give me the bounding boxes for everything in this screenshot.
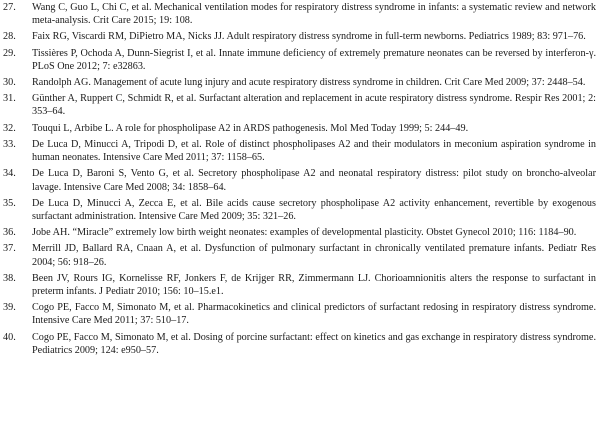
reference-item-34 xyxy=(0,167,600,193)
reference-text: De Luca D, Baroni S, Vento G, et al. Secretory phospholipase A2 and neonatal respiratory distress: pilot study on broncho-alveolar lavage. Intensive Care Med 2008; 34: 1858–64. xyxy=(32,168,596,193)
reference-number: 31. xyxy=(3,93,16,105)
reference-text: Faix RG, Viscardi RM, DiPietro MA, Nicks JJ. Adult respiratory distress syndrome in full-term newborns. Pediatrics 1989; 83: 971–76. xyxy=(32,31,586,43)
reference-number: 39. xyxy=(3,302,16,314)
reference-text: Cogo PE, Facco M, Simonato M, et al. Dosing of porcine surfactant: effect on kinetics and gas exchange in respiratory distress syndrome. Pediatrics 2009; 124: e950–57. xyxy=(32,331,596,356)
reference-number: 36. xyxy=(3,227,16,239)
reference-text: Tissières P, Ochoda A, Dunn-Siegrist I, et al. Innate immune deficiency of extremely premature neonates can be reversed by interferon-γ. PLoS One 2012; 7: e32863. xyxy=(32,47,596,72)
reference-number: 27. xyxy=(3,2,16,13)
reference-text: Merrill JD, Ballard RA, Cnaan A, et al. Dysfunction of pulmonary surfactant in chronically ventilated premature infants. Pediatr Res 2004; 56: 918–26. xyxy=(32,243,596,268)
reference-text: Wang C, Guo L, Chi C, et al. Mechanical ventilation modes for respiratory distress syndrome in infants: a systematic review and network meta-analysis. Crit Care 2015; 19: 108. xyxy=(32,2,596,27)
reference-text: De Luca D, Minucci A, Zecca E, et al. Bile acids cause secretory phospholipase A2 activity enhancement, revertible by exogenous surfactant administration. Intensive Care Med 2009; 35: 321–26. xyxy=(32,197,596,222)
reference-text: De Luca D, Minucci A, Tripodi D, et al. Role of distinct phospholipases A2 and their modulators in meconium aspiration syndrome in human neonates. Intensive Care Med 2011; 37: 1158–65. xyxy=(32,138,596,164)
reference-item-31 xyxy=(0,92,600,118)
reference-item-37 xyxy=(0,242,600,268)
reference-number: 28. xyxy=(3,31,16,43)
reference-item-35 xyxy=(0,197,600,223)
reference-text: Cogo PE, Facco M, Simonato M, et al. Pharmacokinetics and clinical predictors of surfactant redosing in respiratory distress syndrome. Intensive Care Med 2011; 37: 510–17. xyxy=(32,302,596,327)
reference-item-38 xyxy=(0,272,600,298)
reference-item-36 xyxy=(0,226,600,239)
reference-number: 40. xyxy=(3,331,16,343)
reference-item-32 xyxy=(0,122,600,135)
reference-text: Jobe AH. “Miracle” extremely low birth weight neonates: examples of developmental plasticity. Obstet Gynecol 2010; 116: 1184–90. xyxy=(32,227,577,239)
reference-number: 32. xyxy=(3,122,16,134)
reference-number: 35. xyxy=(3,197,16,209)
reference-number: 29. xyxy=(3,47,16,59)
reference-text: Randolph AG. Management of acute lung injury and acute respiratory distress syndrome in children. Crit Care Med 2009; 37: 2448–54. xyxy=(32,77,586,89)
reference-item-33 xyxy=(0,138,600,164)
reference-number: 33. xyxy=(3,138,16,150)
reference-item-29 xyxy=(0,47,600,73)
reference-number: 30. xyxy=(3,77,16,89)
reference-item-39 xyxy=(0,301,600,327)
reference-text: Been JV, Rours IG, Kornelisse RF, Jonkers F, de Krijger RR, Zimmermann LJ. Chorioamnionitis alters the response to surfactant in preterm infants. J Pediatr 2010; 156: 10–15.e1. xyxy=(32,272,596,297)
reference-text: Touqui L, Arbibe L. A role for phospholipase A2 in ARDS pathogenesis. Mol Med Today 1999; 5: 244–49. xyxy=(32,122,469,134)
reference-item-27 xyxy=(0,1,600,27)
reference-number: 38. xyxy=(3,272,16,284)
reference-number: 34. xyxy=(3,168,16,180)
reference-item-28 xyxy=(0,30,600,43)
reference-text: Günther A, Ruppert C, Schmidt R, et al. Surfactant alteration and replacement in acute respiratory distress syndrome. Respir Res 2001; 2: 353–64. xyxy=(32,93,596,118)
reference-item-40 xyxy=(0,331,600,357)
reference-number: 37. xyxy=(3,243,16,255)
reference-item-30 xyxy=(0,76,600,89)
